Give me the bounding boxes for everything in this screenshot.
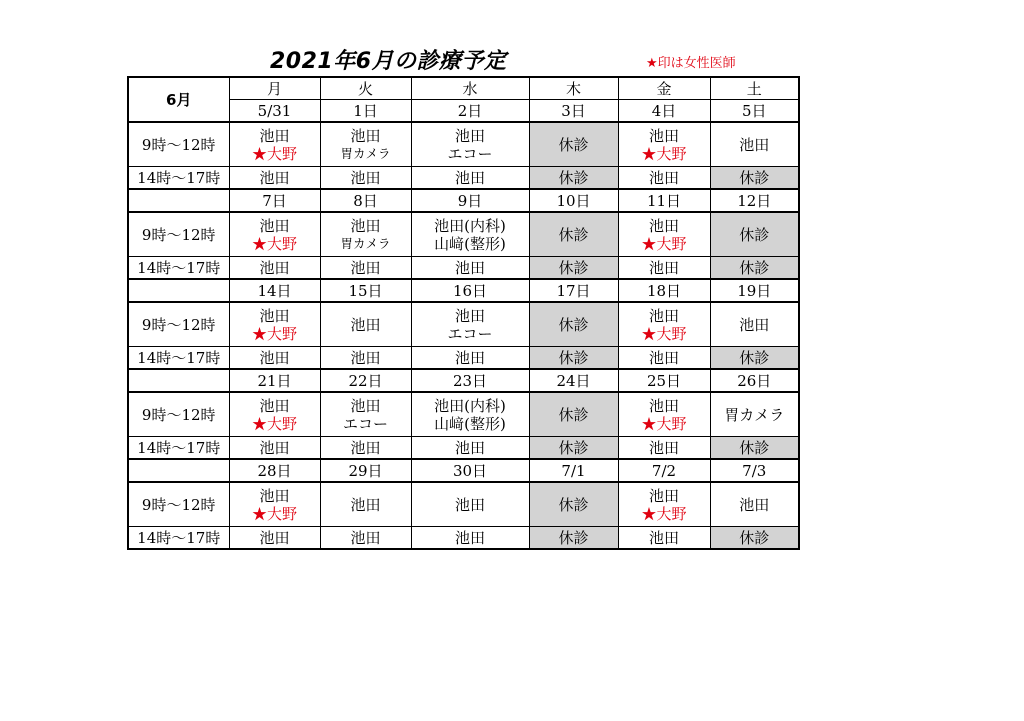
morning-slot-label: 9時～12時 xyxy=(128,122,229,167)
closed-cell: 休診 xyxy=(529,167,618,190)
doctor-cell xyxy=(618,122,710,167)
doctor-cell: 池田 xyxy=(229,527,320,550)
doctor-cell: 池田 xyxy=(411,437,529,460)
doctor-line-1: 池田 xyxy=(648,306,679,325)
doctor-line-1: 池田 xyxy=(739,495,770,514)
doctor-line-1: 池田 xyxy=(739,135,770,154)
date-cell: 25日 xyxy=(618,369,710,392)
doctor-line-2: エコー xyxy=(447,144,493,163)
doctor-cell xyxy=(229,302,320,347)
doctor-cell xyxy=(320,482,411,527)
date-cell: 19日 xyxy=(710,279,799,302)
weekday-sat: 土 xyxy=(710,77,799,100)
doctor-line-2: エコー xyxy=(342,414,388,433)
morning-row xyxy=(128,212,799,257)
date-row xyxy=(128,189,799,212)
doctor-cell: 池田 xyxy=(618,257,710,280)
date-cell: 4日 xyxy=(618,100,710,123)
date-cell: 8日 xyxy=(320,189,411,212)
doctor-cell xyxy=(710,482,799,527)
morning-row xyxy=(128,482,799,527)
doctor-line-1: 休診 xyxy=(558,315,589,334)
doctor-cell xyxy=(320,302,411,347)
afternoon-row xyxy=(128,347,799,370)
doctor-cell xyxy=(411,482,529,527)
closed-cell: 休診 xyxy=(529,527,618,550)
doctor-line-1: 池田 xyxy=(350,495,381,514)
date-cell: 16日 xyxy=(411,279,529,302)
doctor-cell: 池田 xyxy=(229,257,320,280)
doctor-line-1: 池田 xyxy=(350,315,381,334)
weekday-header-row xyxy=(128,77,799,100)
doctor-line-1: 池田(内科) xyxy=(434,216,506,235)
doctor-line-2: 胃カメラ xyxy=(340,235,391,251)
morning-row xyxy=(128,122,799,167)
doctor-cell xyxy=(618,482,710,527)
doctor-line-1: 池田 xyxy=(350,126,381,145)
doctor-cell xyxy=(618,212,710,257)
doctor-line-1: 池田 xyxy=(350,216,381,235)
doctor-cell: 池田 xyxy=(320,347,411,370)
doctor-cell: 池田 xyxy=(229,347,320,370)
date-cell: 11日 xyxy=(618,189,710,212)
date-row-spacer xyxy=(128,369,229,392)
female-doctor-line: ★大野 xyxy=(251,504,297,523)
date-cell: 5日 xyxy=(710,100,799,123)
doctor-line-2: 山﨑(整形) xyxy=(434,234,506,253)
doctor-cell xyxy=(411,122,529,167)
female-doctor-line: ★大野 xyxy=(641,414,687,433)
doctor-cell xyxy=(229,482,320,527)
doctor-cell xyxy=(320,212,411,257)
date-cell: 18日 xyxy=(618,279,710,302)
date-cell: 2日 xyxy=(411,100,529,123)
doctor-cell xyxy=(710,392,799,437)
doctor-line-1: 池田 xyxy=(648,216,679,235)
doctor-cell xyxy=(411,302,529,347)
doctor-line-1: 池田 xyxy=(259,216,290,235)
date-cell: 9日 xyxy=(411,189,529,212)
doctor-cell: 池田 xyxy=(618,437,710,460)
doctor-cell: 池田 xyxy=(229,167,320,190)
doctor-line-1: 休診 xyxy=(558,405,589,424)
doctor-line-1: 池田 xyxy=(648,486,679,505)
doctor-line-1: 池田 xyxy=(648,126,679,145)
date-cell: 17日 xyxy=(529,279,618,302)
doctor-line-2: 胃カメラ xyxy=(340,145,391,161)
closed-cell xyxy=(529,482,618,527)
weekday-wed: 水 xyxy=(411,77,529,100)
doctor-line-1: 池田 xyxy=(454,495,485,514)
date-row xyxy=(128,100,799,123)
closed-cell: 休診 xyxy=(710,527,799,550)
date-cell: 29日 xyxy=(320,459,411,482)
female-doctor-line: ★大野 xyxy=(641,234,687,253)
doctor-cell: 池田 xyxy=(411,527,529,550)
female-doctor-line: ★大野 xyxy=(251,324,297,343)
morning-row xyxy=(128,302,799,347)
date-cell: 21日 xyxy=(229,369,320,392)
female-doctor-line: ★大野 xyxy=(251,414,297,433)
morning-slot-label: 9時～12時 xyxy=(128,212,229,257)
closed-cell: 休診 xyxy=(529,437,618,460)
closed-cell: 休診 xyxy=(529,257,618,280)
closed-cell xyxy=(710,212,799,257)
doctor-cell: 池田 xyxy=(618,167,710,190)
doctor-cell xyxy=(618,392,710,437)
weekday-thu: 木 xyxy=(529,77,618,100)
date-row-spacer xyxy=(128,459,229,482)
doctor-cell xyxy=(411,392,529,437)
doctor-line-1: 池田 xyxy=(454,306,485,325)
female-doctor-line: ★大野 xyxy=(641,504,687,523)
date-cell: 12日 xyxy=(710,189,799,212)
doctor-line-1: 池田 xyxy=(259,126,290,145)
closed-cell: 休診 xyxy=(710,167,799,190)
doctor-cell xyxy=(320,392,411,437)
date-cell: 26日 xyxy=(710,369,799,392)
doctor-cell xyxy=(229,212,320,257)
closed-cell xyxy=(529,392,618,437)
doctor-line-1: 休診 xyxy=(739,225,770,244)
doctor-line-1: 胃カメラ xyxy=(724,405,785,424)
doctor-cell: 池田 xyxy=(320,527,411,550)
closed-cell xyxy=(529,302,618,347)
doctor-line-2: 山﨑(整形) xyxy=(434,414,506,433)
doctor-cell: 池田 xyxy=(618,347,710,370)
date-row xyxy=(128,369,799,392)
doctor-cell: 池田 xyxy=(411,257,529,280)
date-cell: 7日 xyxy=(229,189,320,212)
date-cell: 24日 xyxy=(529,369,618,392)
female-doctor-line: ★大野 xyxy=(641,324,687,343)
date-cell: 7/1 xyxy=(529,459,618,482)
doctor-cell: 池田 xyxy=(320,257,411,280)
weekday-tue: 火 xyxy=(320,77,411,100)
closed-cell xyxy=(529,122,618,167)
closed-cell: 休診 xyxy=(710,347,799,370)
afternoon-row xyxy=(128,167,799,190)
doctor-line-1: 池田 xyxy=(259,306,290,325)
afternoon-slot-label: 14時～17時 xyxy=(128,437,229,460)
doctor-line-1: 池田 xyxy=(739,315,770,334)
closed-cell: 休診 xyxy=(529,347,618,370)
morning-slot-label: 9時～12時 xyxy=(128,392,229,437)
date-row-spacer xyxy=(128,189,229,212)
doctor-line-1: 池田 xyxy=(259,486,290,505)
afternoon-row xyxy=(128,257,799,280)
afternoon-slot-label: 14時～17時 xyxy=(128,347,229,370)
doctor-line-1: 池田 xyxy=(259,396,290,415)
closed-cell: 休診 xyxy=(710,257,799,280)
date-cell: 7/2 xyxy=(618,459,710,482)
date-row-spacer xyxy=(128,279,229,302)
date-cell: 5/31 xyxy=(229,100,320,123)
doctor-cell: 池田 xyxy=(411,347,529,370)
month-label: 6月 xyxy=(128,77,229,122)
doctor-cell xyxy=(411,212,529,257)
doctor-cell xyxy=(710,122,799,167)
doctor-line-1: 池田 xyxy=(648,396,679,415)
female-doctor-line: ★大野 xyxy=(251,144,297,163)
doctor-line-1: 休診 xyxy=(558,495,589,514)
date-row xyxy=(128,279,799,302)
date-cell: 14日 xyxy=(229,279,320,302)
date-cell: 10日 xyxy=(529,189,618,212)
date-cell: 28日 xyxy=(229,459,320,482)
doctor-cell: 池田 xyxy=(411,167,529,190)
afternoon-slot-label: 14時～17時 xyxy=(128,257,229,280)
afternoon-row xyxy=(128,527,799,550)
female-doctor-line: ★大野 xyxy=(641,144,687,163)
doctor-cell: 池田 xyxy=(320,437,411,460)
date-row xyxy=(128,459,799,482)
female-doctor-line: ★大野 xyxy=(251,234,297,253)
doctor-cell xyxy=(618,302,710,347)
doctor-cell xyxy=(229,122,320,167)
closed-cell: 休診 xyxy=(710,437,799,460)
doctor-cell xyxy=(229,392,320,437)
doctor-cell: 池田 xyxy=(618,527,710,550)
doctor-cell xyxy=(320,122,411,167)
date-cell: 23日 xyxy=(411,369,529,392)
doctor-line-1: 休診 xyxy=(558,135,589,154)
afternoon-slot-label: 14時～17時 xyxy=(128,167,229,190)
doctor-line-1: 休診 xyxy=(558,225,589,244)
morning-slot-label: 9時～12時 xyxy=(128,482,229,527)
morning-row xyxy=(128,392,799,437)
legend-note: ★印は女性医師 xyxy=(646,56,736,71)
schedule-table xyxy=(127,76,800,550)
closed-cell xyxy=(529,212,618,257)
date-cell: 3日 xyxy=(529,100,618,123)
doctor-line-2: エコー xyxy=(447,324,493,343)
weekday-fri: 金 xyxy=(618,77,710,100)
page-title: 2021年6月の診療予定 xyxy=(270,49,507,74)
morning-slot-label: 9時～12時 xyxy=(128,302,229,347)
date-cell: 7/3 xyxy=(710,459,799,482)
doctor-cell: 池田 xyxy=(229,437,320,460)
date-cell: 1日 xyxy=(320,100,411,123)
afternoon-row xyxy=(128,437,799,460)
doctor-line-1: 池田(内科) xyxy=(434,396,506,415)
date-cell: 30日 xyxy=(411,459,529,482)
weekday-mon: 月 xyxy=(229,77,320,100)
date-cell: 22日 xyxy=(320,369,411,392)
doctor-cell xyxy=(710,302,799,347)
afternoon-slot-label: 14時～17時 xyxy=(128,527,229,550)
doctor-cell: 池田 xyxy=(320,167,411,190)
doctor-line-1: 池田 xyxy=(454,126,485,145)
doctor-line-1: 池田 xyxy=(350,396,381,415)
date-cell: 15日 xyxy=(320,279,411,302)
